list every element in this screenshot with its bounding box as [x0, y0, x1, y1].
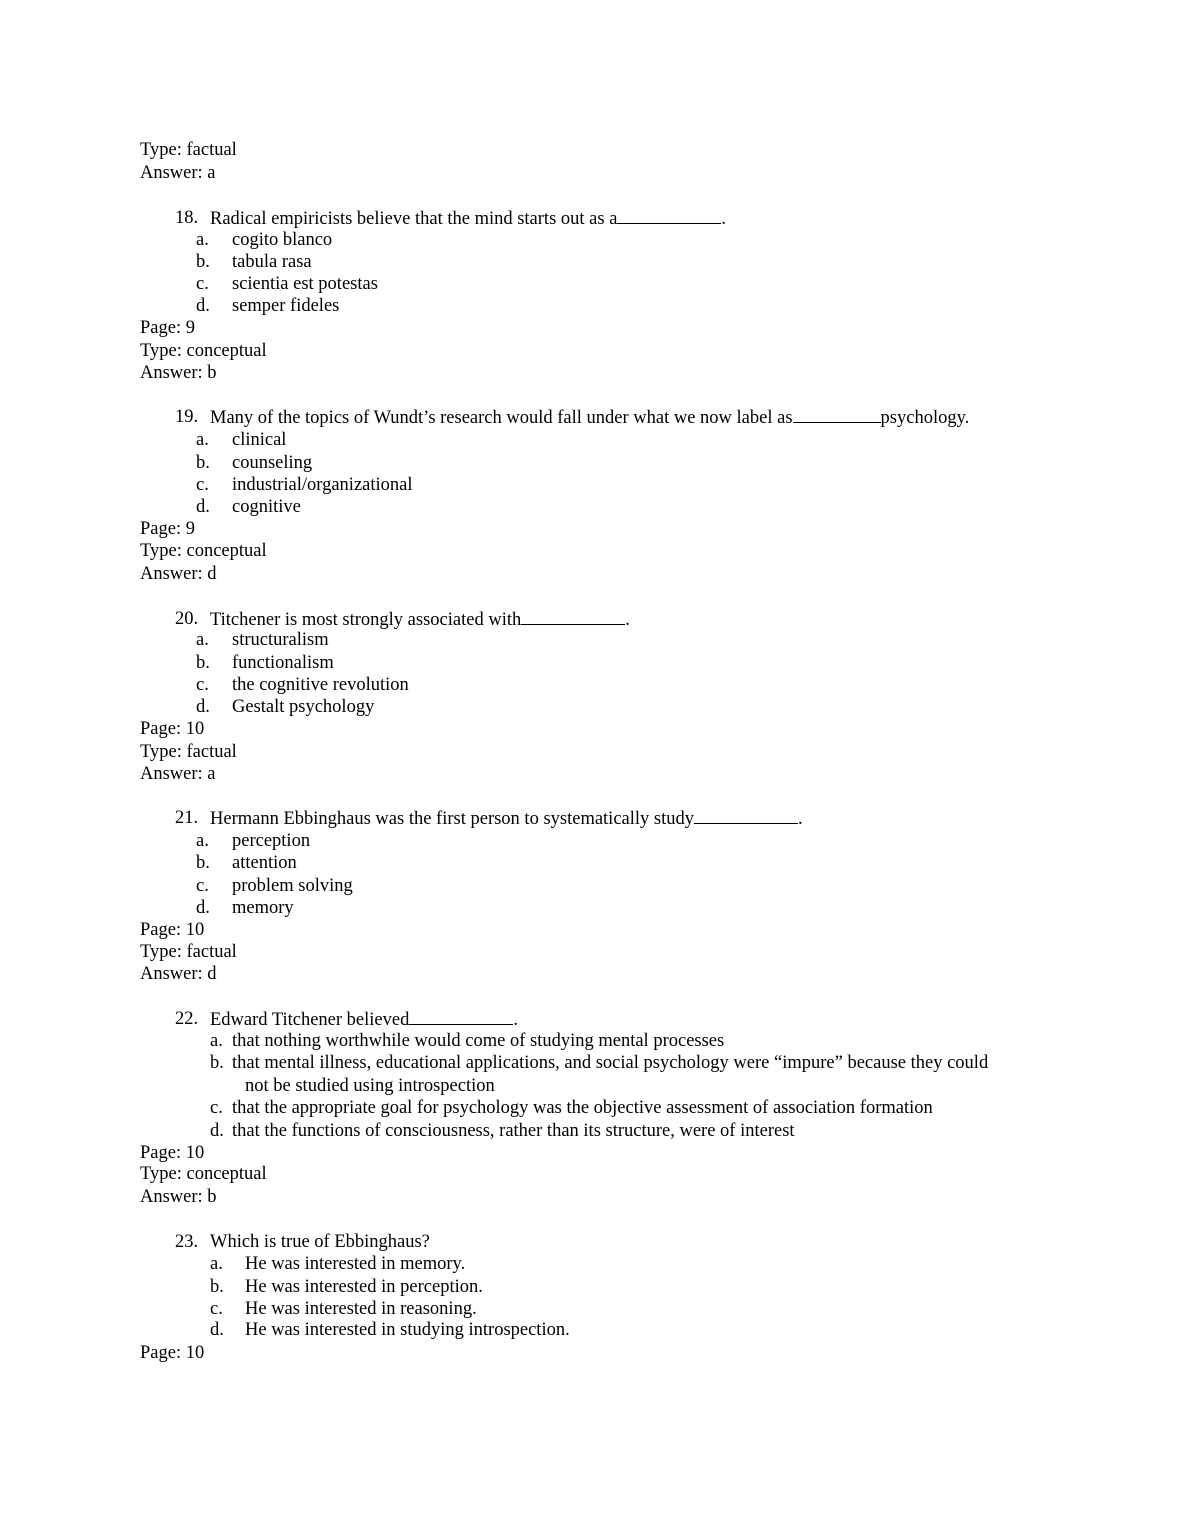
question-stem: Hermann Ebbinghaus was the first person to systematically study . [210, 809, 803, 829]
question-number: 18. [175, 208, 199, 228]
option-letter: b. [196, 252, 210, 272]
answer-label: Answer: d [140, 964, 217, 984]
answer-blank [409, 1008, 513, 1025]
option-text: tabula rasa [232, 252, 312, 272]
option-letter: c. [196, 274, 209, 294]
option-text: He was interested in perception. [245, 1277, 483, 1297]
option-letter: c. [210, 1299, 223, 1319]
answer-blank [694, 807, 798, 824]
option-text: Gestalt psychology [232, 697, 375, 717]
type-label: Type: conceptual [140, 1164, 267, 1184]
option-text: perception [232, 831, 311, 851]
option-letter: d. [210, 1121, 224, 1141]
question-number: 21. [175, 808, 199, 828]
option-letter: b. [196, 453, 210, 473]
answer-blank [617, 207, 721, 224]
option-letter: a. [210, 1031, 223, 1051]
option-text: industrial/organizational [232, 475, 413, 495]
option-text: that the appropriate goal for psychology was the objective assessment of association formation [232, 1098, 933, 1118]
page-label: Page: 10 [140, 1343, 205, 1363]
type-label: Type: factual [140, 942, 237, 962]
answer-label: Answer: b [140, 1187, 217, 1207]
option-text: structuralism [232, 630, 329, 650]
option-text: functionalism [232, 653, 334, 673]
option-letter: d. [196, 898, 210, 918]
question-stem: Which is true of Ebbinghaus? [210, 1232, 430, 1252]
option-letter: d. [196, 697, 210, 717]
option-text: attention [232, 853, 297, 873]
option-letter: b. [196, 853, 210, 873]
question-stem: Edward Titchener believed . [210, 1010, 518, 1030]
option-text: that the functions of consciousness, rather than its structure, were of interest [232, 1121, 795, 1141]
option-text-continued: not be studied using introspection [245, 1076, 495, 1096]
option-text: that nothing worthwhile would come of studying mental processes [232, 1031, 725, 1051]
option-text: that mental illness, educational applications, and social psychology were “impure” because they could [232, 1053, 989, 1073]
answer-label: Answer: a [140, 163, 216, 183]
option-text: memory [232, 898, 294, 918]
option-text: scientia est potestas [232, 274, 378, 294]
option-letter: a. [210, 1254, 223, 1274]
option-letter: a. [196, 430, 209, 450]
option-text: He was interested in studying introspection. [245, 1320, 570, 1340]
option-letter: a. [196, 630, 209, 650]
question-stem: Many of the topics of Wundt’s research would fall under what we now label as psychology. [210, 408, 970, 428]
option-text: problem solving [232, 876, 353, 896]
answer-label: Answer: a [140, 764, 216, 784]
option-letter: d. [210, 1320, 224, 1340]
option-letter: a. [196, 230, 209, 250]
option-letter: c. [210, 1098, 223, 1118]
page-label: Page: 10 [140, 920, 205, 940]
question-stem: Radical empiricists believe that the mind starts out as a . [210, 209, 727, 229]
option-letter: c. [196, 876, 209, 896]
answer-blank [521, 608, 625, 625]
option-letter: b. [196, 653, 210, 673]
option-letter: d. [196, 497, 210, 517]
option-text: semper fideles [232, 296, 340, 316]
question-number: 20. [175, 609, 199, 629]
option-text: cogito blanco [232, 230, 333, 250]
page-label: Page: 10 [140, 719, 205, 739]
question-number: 23. [175, 1232, 199, 1252]
option-letter: b. [210, 1277, 224, 1297]
option-letter: b. [210, 1053, 224, 1073]
type-label: Type: conceptual [140, 541, 267, 561]
answer-label: Answer: b [140, 363, 217, 383]
page-label: Page: 9 [140, 519, 195, 539]
answer-blank [793, 406, 881, 423]
answer-label: Answer: d [140, 564, 217, 584]
option-text: the cognitive revolution [232, 675, 409, 695]
type-label: Type: factual [140, 742, 237, 762]
option-text: He was interested in reasoning. [245, 1299, 477, 1319]
option-letter: c. [196, 475, 209, 495]
page-label: Page: 10 [140, 1143, 205, 1163]
option-letter: c. [196, 675, 209, 695]
type-label: Type: conceptual [140, 341, 267, 361]
question-stem: Titchener is most strongly associated with . [210, 610, 630, 630]
option-text: He was interested in memory. [245, 1254, 466, 1274]
page-label: Page: 9 [140, 318, 195, 338]
option-letter: d. [196, 296, 210, 316]
option-text: clinical [232, 430, 287, 450]
question-number: 22. [175, 1009, 199, 1029]
type-label: Type: factual [140, 140, 237, 160]
option-letter: a. [196, 831, 209, 851]
option-text: counseling [232, 453, 313, 473]
option-text: cognitive [232, 497, 301, 517]
question-number: 19. [175, 407, 199, 427]
